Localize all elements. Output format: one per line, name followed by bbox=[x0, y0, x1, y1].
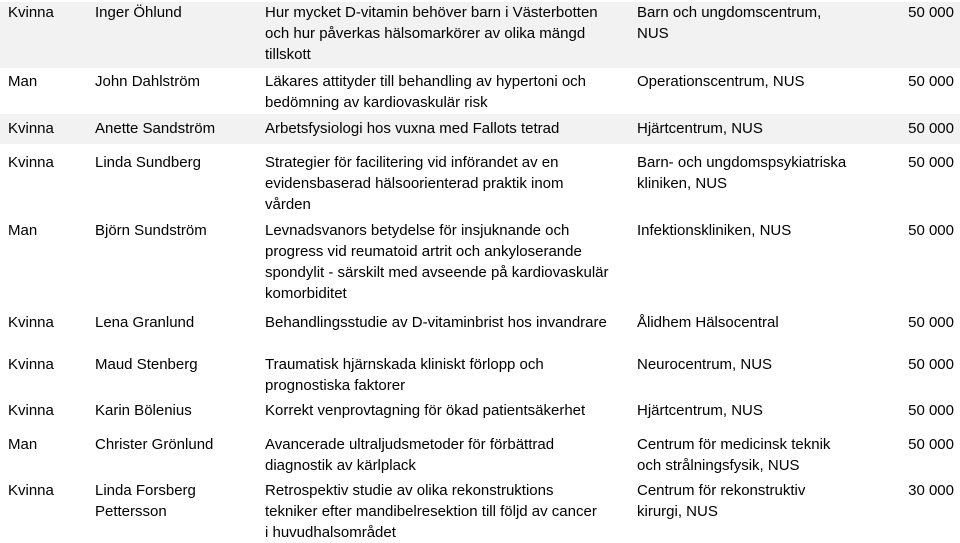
unit-cell: Neurocentrum, NUS bbox=[637, 356, 773, 373]
project-title-cell: Arbetsfysiologi hos vuxna med Fallots tetrad bbox=[265, 120, 560, 137]
unit-cell: Centrum för rekonstruktiv kirurgi, NUS bbox=[637, 482, 806, 520]
project-title-cell: Traumatisk hjärnskada kliniskt förlopp och prognostiska faktorer bbox=[265, 356, 544, 394]
name-cell: Björn Sundström bbox=[95, 222, 207, 239]
table-row bbox=[0, 68, 960, 114]
gender-cell: Kvinna bbox=[8, 402, 54, 419]
project-title-cell: Retrospektiv studie av olika rekonstruktions tekniker efter mandibelresektion till följd av cancer i huvudhalsområdet bbox=[265, 482, 597, 541]
amount-cell: 50 000 bbox=[908, 402, 954, 419]
unit-cell: Barn och ungdomscentrum, NUS bbox=[637, 4, 822, 42]
project-title-cell: Hur mycket D-vitamin behöver barn i Västerbotten och hur påverkas hälsomarkörer av olika mängd tillskott bbox=[265, 4, 598, 63]
amount-cell: 50 000 bbox=[908, 436, 954, 453]
project-title-cell: Levnadsvanors betydelse för insjuknande och progress vid reumatoid artrit och ankyloserande spondylit - särskilt med avseende på kardiovaskulär komorbiditet bbox=[265, 222, 609, 302]
gender-cell: Kvinna bbox=[8, 4, 54, 21]
name-cell: Karin Bölenius bbox=[95, 402, 192, 419]
table-row bbox=[0, 308, 960, 344]
unit-cell: Ålidhem Hälsocentral bbox=[637, 314, 779, 331]
project-title-cell: Behandlingsstudie av D-vitaminbrist hos invandrare bbox=[265, 314, 607, 331]
project-title-cell: Läkares attityder till behandling av hypertoni och bedömning av kardiovaskulär risk bbox=[265, 73, 587, 111]
name-cell: Lena Granlund bbox=[95, 314, 195, 331]
amount-cell: 50 000 bbox=[908, 4, 954, 21]
table-row bbox=[0, 398, 960, 430]
unit-cell: Operationscentrum, NUS bbox=[637, 73, 805, 90]
table-row bbox=[0, 352, 960, 398]
table-row bbox=[0, 150, 960, 218]
unit-cell: Centrum för medicinsk teknik och strålningsfysik, NUS bbox=[637, 436, 831, 474]
name-cell: Christer Grönlund bbox=[95, 436, 214, 453]
table-row bbox=[0, 434, 960, 480]
name-cell: Inger Öhlund bbox=[95, 4, 182, 21]
gender-cell: Kvinna bbox=[8, 120, 54, 137]
project-title-cell: Korrekt venprovtagning för ökad patientsäkerhet bbox=[265, 402, 586, 419]
amount-cell: 50 000 bbox=[908, 314, 954, 331]
name-cell: Linda Forsberg Pettersson bbox=[95, 482, 196, 520]
unit-cell: Infektionskliniken, NUS bbox=[637, 222, 792, 239]
table-row bbox=[0, 480, 960, 541]
gender-cell: Man bbox=[8, 73, 38, 90]
gender-cell: Kvinna bbox=[8, 482, 54, 499]
unit-cell: Barn- och ungdomspsykiatriska kliniken, NUS bbox=[637, 154, 847, 192]
project-title-cell: Strategier för facilitering vid införandet av en evidensbaserad hälsoorienterad praktik inom vården bbox=[265, 154, 564, 213]
gender-cell: Man bbox=[8, 436, 38, 453]
name-cell: Maud Stenberg bbox=[95, 356, 198, 373]
amount-cell: 50 000 bbox=[908, 73, 954, 90]
table-row bbox=[0, 218, 960, 308]
name-cell: Linda Sundberg bbox=[95, 154, 201, 171]
gender-cell: Kvinna bbox=[8, 314, 54, 331]
table-row bbox=[0, 2, 960, 68]
gender-cell: Kvinna bbox=[8, 154, 54, 171]
amount-cell: 50 000 bbox=[908, 154, 954, 171]
table-row bbox=[0, 114, 960, 144]
amount-cell: 50 000 bbox=[908, 222, 954, 239]
amount-cell: 50 000 bbox=[908, 120, 954, 137]
amount-cell: 50 000 bbox=[908, 356, 954, 373]
amount-cell: 30 000 bbox=[908, 482, 954, 499]
project-title-cell: Avancerade ultraljudsmetoder för förbättrad diagnostik av kärlplack bbox=[265, 436, 555, 474]
unit-cell: Hjärtcentrum, NUS bbox=[637, 120, 763, 137]
unit-cell: Hjärtcentrum, NUS bbox=[637, 402, 763, 419]
name-cell: John Dahlström bbox=[95, 73, 201, 90]
name-cell: Anette Sandström bbox=[95, 120, 216, 137]
gender-cell: Man bbox=[8, 222, 38, 239]
gender-cell: Kvinna bbox=[8, 356, 54, 373]
